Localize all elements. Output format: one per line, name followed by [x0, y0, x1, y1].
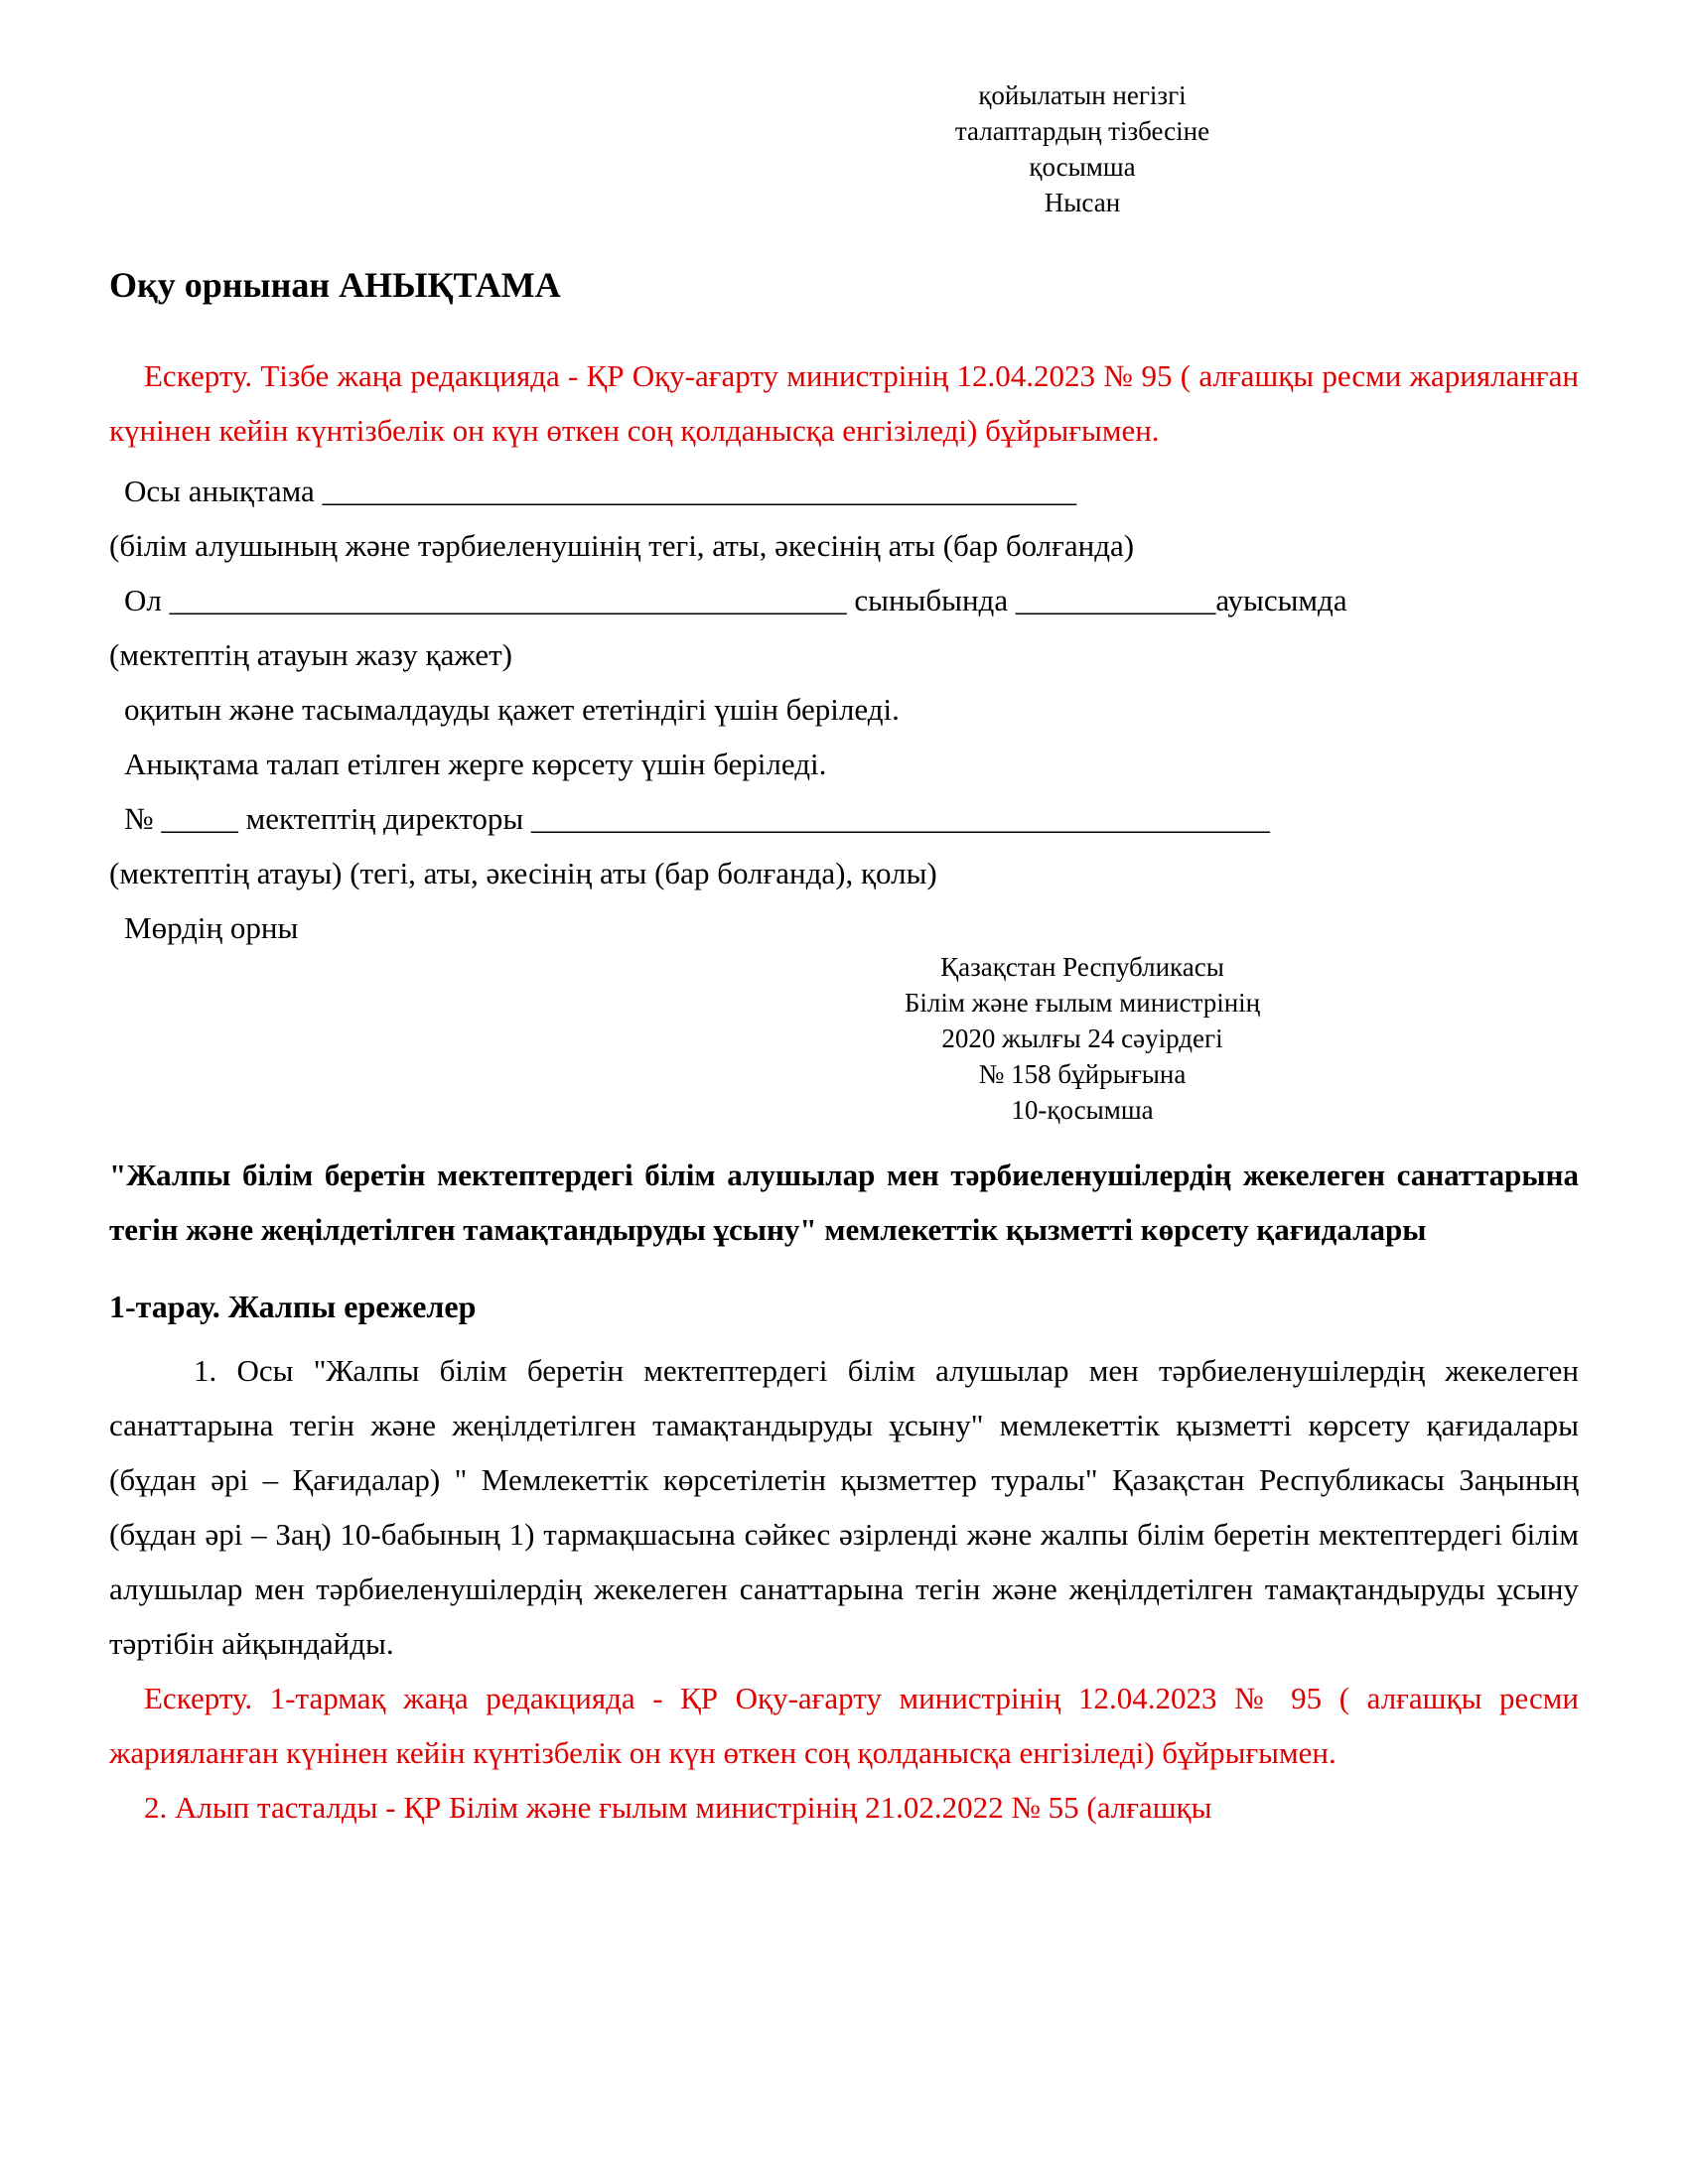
annotation-line: талаптардың тізбесіне [954, 116, 1210, 146]
order-reference [784, 949, 1380, 1128]
form-line-certificate-intro: Осы анықтама _________________________________________________ [124, 474, 1077, 508]
rules-title: "Жалпы білім беретін мектептердегі білім алушылар мен тәрбиеленушілердің жекелеген санаттарына тегін және жеңілдетілген тамақтандыруды ұсыну" мемлекеттік қызметті көрсету қағидалары [109, 1158, 1579, 1247]
document-title: Оқу орнынан АНЫҚТАМА [109, 265, 561, 305]
annotation-line: Нысан [1044, 188, 1121, 217]
form-line-stamp-place: Мөрдің орны [124, 910, 299, 945]
form-line-purpose-transport: оқитын және тасымалдауды қажет ететіндігі үшін беріледі. [124, 692, 900, 727]
amendment-note-top: Ескерту. Тізбе жаңа редакцияда - ҚР Оқу-ағарту министрінің 12.04.2023 № 95 ( алғашқы ресми жарияланған күнінен кейін күнтізбелік он күн өткен соң қолданысқа енгізіледі) бұйрығымен. [109, 358, 1579, 448]
order-reference-line: № 158 бұйрығына [978, 1059, 1187, 1089]
paragraph-1: 1. Осы "Жалпы білім беретін мектептердегі білім алушылар мен тәрбиеленушілердің жекелеген санаттарына тегін және жеңілдетілген тамақтандыруды ұсыну" мемлекеттік қызметті көрсету қағидалары (бұдан әрі – Қағидалар) " Мемлекеттік көрсетілетін қызметтер туралы" Қазақстан Республикасы Заңының (бұдан әрі – Заң) 10-бабының 1) тармақшасына сәйкес әзірленді және жалпы білім беретін мектептердегі білім алушылар мен тәрбиеленушілердің жекелеген санаттарына тегін және жеңілдетілген тамақтандыруды ұсыну тәртібін айқындайды. [109, 1353, 1579, 1661]
certificate-form [109, 464, 1579, 955]
order-reference-line: 2020 жылғы 24 сәуірдегі [941, 1024, 1223, 1053]
order-reference-line: Білім және ғылым министрінің [904, 988, 1261, 1018]
form-line-signature-hint: (мектептің атауы) (тегі, аты, әкесінің аты (бар болғанда), қолы) [109, 856, 937, 890]
order-reference-line: 10-қосымша [1011, 1095, 1154, 1125]
order-reference-line: Қазақстан Республикасы [940, 952, 1224, 982]
clause-2-removed-note: 2. Алып тасталды - ҚР Білім және ғылым министрінің 21.02.2022 № 55 (алғашқы [144, 1790, 1212, 1825]
form-line-student-name-hint: (білім алушының және тәрбиеленушінің тегі, аты, әкесінің аты (бар болғанда) [109, 528, 1135, 563]
annotation-line: қосымша [1029, 152, 1136, 182]
form-line-school-name-hint: (мектептің атауын жазу қажет) [109, 637, 512, 672]
chapter-1-heading: 1-тарау. Жалпы ережелер [109, 1289, 477, 1324]
amendment-note-paragraph1: Ескерту. 1-тармақ жаңа редакцияда - ҚР Оқу-ағарту министрінің 12.04.2023 № 95 ( алғашқы ресми жарияланған күнінен кейін күнтізбелік он күн өткен соң қолданысқа енгізіледі) бұйрығымен. [109, 1681, 1579, 1770]
annotation-line: қойылатын негізгі [978, 80, 1187, 110]
form-line-purpose-presentation: Анықтама талап етілген жерге көрсету үшін беріледі. [124, 747, 827, 781]
form-line-class-shift: Ол ____________________________________________ сыныбында _____________ауысымда [124, 583, 1347, 617]
form-annotation [784, 77, 1380, 220]
form-line-director-signature: № _____ мектептің директоры ________________________________________________ [124, 801, 1270, 836]
